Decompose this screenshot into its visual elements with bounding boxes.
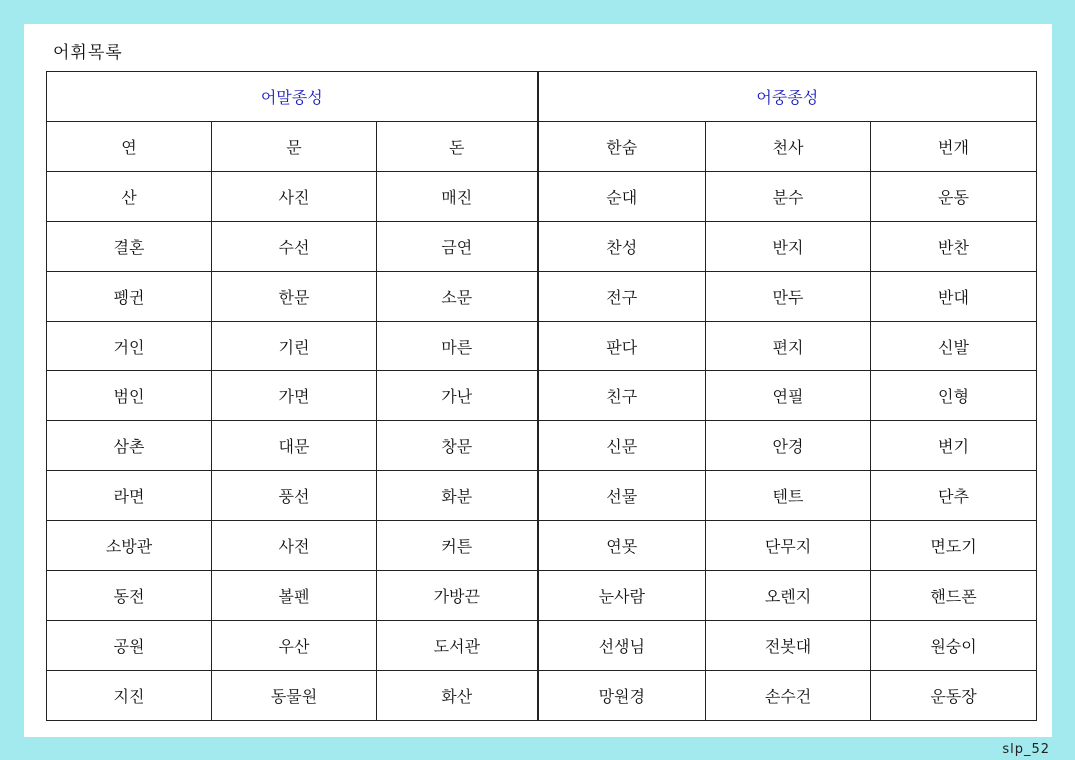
vocab-cell: 연못 [538, 521, 706, 571]
vocab-cell: 찬성 [538, 221, 706, 271]
vocab-cell: 면도기 [871, 521, 1037, 571]
vocab-cell: 변기 [871, 421, 1037, 471]
vocab-cell: 대문 [212, 421, 377, 471]
vocab-cell: 사진 [212, 171, 377, 221]
vocab-cell: 볼펜 [212, 571, 377, 621]
vocab-cell: 순대 [538, 171, 706, 221]
vocab-cell: 편지 [706, 321, 871, 371]
vocab-cell: 번개 [871, 122, 1037, 172]
vocab-cell: 반지 [706, 221, 871, 271]
vocab-cell: 선물 [538, 471, 706, 521]
vocab-cell: 매진 [377, 171, 538, 221]
vocab-cell: 눈사람 [538, 571, 706, 621]
vocab-cell: 반대 [871, 271, 1037, 321]
page-number: slp_52 [1002, 742, 1050, 757]
vocab-cell: 창문 [377, 421, 538, 471]
vocabulary-table [46, 71, 1037, 721]
vocab-cell: 사전 [212, 521, 377, 571]
table-row [47, 321, 1037, 371]
vocab-cell: 거인 [47, 321, 212, 371]
vocab-cell: 인형 [871, 371, 1037, 421]
vocab-cell: 범인 [47, 371, 212, 421]
table-row [47, 122, 1037, 172]
vocab-cell: 운동 [871, 171, 1037, 221]
vocabulary-body [47, 122, 1037, 721]
vocab-cell: 소문 [377, 271, 538, 321]
vocab-cell: 문 [212, 122, 377, 172]
vocab-cell: 가면 [212, 371, 377, 421]
table-row [47, 620, 1037, 670]
vocab-cell: 운동장 [871, 670, 1037, 720]
vocab-cell: 만두 [706, 271, 871, 321]
vocab-cell: 안경 [706, 421, 871, 471]
vocab-cell: 삼촌 [47, 421, 212, 471]
table-row [47, 571, 1037, 621]
vocab-cell: 풍선 [212, 471, 377, 521]
vocab-cell: 핸드폰 [871, 571, 1037, 621]
table-row [47, 221, 1037, 271]
vocab-cell: 마른 [377, 321, 538, 371]
vocab-cell: 텐트 [706, 471, 871, 521]
vocab-cell: 단무지 [706, 521, 871, 571]
vocab-cell: 한문 [212, 271, 377, 321]
table-row [47, 471, 1037, 521]
table-row [47, 371, 1037, 421]
vocab-cell: 가방끈 [377, 571, 538, 621]
vocab-cell: 수선 [212, 221, 377, 271]
vocab-cell: 화산 [377, 670, 538, 720]
vocab-cell: 오렌지 [706, 571, 871, 621]
vocab-cell: 금연 [377, 221, 538, 271]
vocab-cell: 원숭이 [871, 620, 1037, 670]
vocab-cell: 연 [47, 122, 212, 172]
table-row [47, 171, 1037, 221]
table-row [47, 521, 1037, 571]
table-row [47, 271, 1037, 321]
vocab-cell: 도서관 [377, 620, 538, 670]
vocab-cell: 가난 [377, 371, 538, 421]
vocab-cell: 소방관 [47, 521, 212, 571]
table-row [47, 421, 1037, 471]
vocab-cell: 결혼 [47, 221, 212, 271]
vocab-cell: 화분 [377, 471, 538, 521]
vocab-cell: 동전 [47, 571, 212, 621]
vocab-cell: 단추 [871, 471, 1037, 521]
table-header-row [47, 72, 1037, 122]
vocab-cell: 판다 [538, 321, 706, 371]
vocab-cell: 산 [47, 171, 212, 221]
vocab-cell: 신문 [538, 421, 706, 471]
vocab-cell: 전구 [538, 271, 706, 321]
worksheet [24, 24, 1052, 737]
group-header-final-consonant: 어말종성 [47, 72, 538, 122]
vocab-cell: 천사 [706, 122, 871, 172]
vocab-cell: 선생님 [538, 620, 706, 670]
table-row [47, 670, 1037, 720]
vocab-cell: 돈 [377, 122, 538, 172]
vocab-cell: 분수 [706, 171, 871, 221]
vocab-cell: 손수건 [706, 670, 871, 720]
vocab-cell: 신발 [871, 321, 1037, 371]
vocab-cell: 펭귄 [47, 271, 212, 321]
sheet-title: 어휘목록 [53, 43, 123, 63]
vocab-cell: 우산 [212, 620, 377, 670]
vocab-cell: 친구 [538, 371, 706, 421]
vocab-cell: 연필 [706, 371, 871, 421]
vocab-cell: 기린 [212, 321, 377, 371]
vocab-cell: 동물원 [212, 670, 377, 720]
vocab-cell: 반찬 [871, 221, 1037, 271]
vocab-cell: 망원경 [538, 670, 706, 720]
vocab-cell: 라면 [47, 471, 212, 521]
group-header-medial-consonant: 어중종성 [538, 72, 1037, 122]
vocab-cell: 커튼 [377, 521, 538, 571]
vocab-cell: 지진 [47, 670, 212, 720]
vocab-cell: 공원 [47, 620, 212, 670]
vocab-cell: 한숨 [538, 122, 706, 172]
vocab-cell: 전봇대 [706, 620, 871, 670]
